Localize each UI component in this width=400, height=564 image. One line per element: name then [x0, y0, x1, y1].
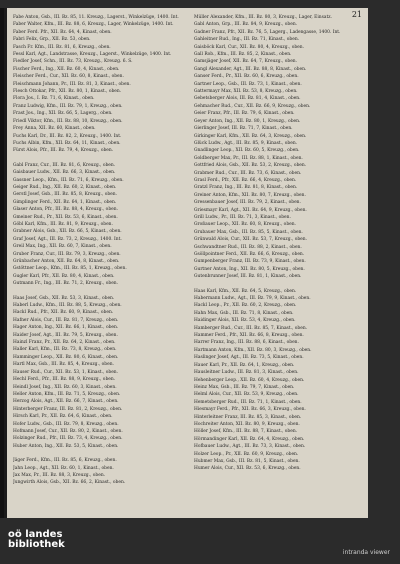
directory-entry: Gugler Karl, Pfr., XII. Bz. 80, 4, Kinast., oben. [13, 273, 115, 279]
page-number: 21 [351, 10, 362, 19]
entry-gap [194, 281, 366, 288]
entry-gap [13, 288, 185, 295]
scanned-page [4, 8, 368, 518]
directory-entry: Flora Jos., I. Bz. 71, 6, Kinast., oben. [13, 96, 95, 102]
directory-entry: Greiner Anton, Kfm., XII. Bz. 80, 7, Kreuzg., oben. [194, 192, 306, 198]
directory-entry: Gabl Franz, Cur., III. Bz. 81, 6, Kreuzg., oben. [13, 162, 116, 168]
directory-entry: Jahn Leop., Agt., XII. Bz. 60, 1, Kinast., oben. [13, 465, 114, 471]
directory-entry: Hafner Alois, Cur., III. Bz. 81, 7, Kreuzg., oben. [13, 317, 119, 323]
directory-entry: Herzog Alois, Agt., XII. Bz. 66, 7, Kinast., oben. [13, 399, 119, 405]
directory-entry: Müller Alexander, Kfm., III. Bz. 80, 3, Kreuzg., Lager, Einsatz. [194, 15, 332, 20]
directory-entry: Franz Ludwig, Kfm., III. Bz. 79, 1, Kreuzg., oben. [13, 103, 123, 109]
right-column [194, 14, 366, 473]
directory-entry: Geiger Rud., Ing., XII. Bz. 60, 2, Kinast., oben. [13, 184, 117, 190]
directory-entry: Grabner Alois, Gsb., XII. Bz. 66, 5, Kinast., oben. [13, 229, 122, 235]
directory-entry: Faber Ferd. Pfr., XII. Bz. 64, 4, Kinast, oben. [13, 29, 112, 35]
directory-entry: Hofer Ludw., Gsb., III. Bz. 79, 8, Kreuzg., oben. [13, 421, 119, 427]
directory-entry: Hinterberger Franz, III. Bz. 81, 2, Kreuzg., oben. [13, 406, 123, 412]
directory-entry: Girkinger Karl, Kfm., XII. Bz. 64, 3, Kreuzg., oben. [194, 133, 307, 139]
directory-entry: Goldberger Max, Pr., III. Bz. 88, 1, Kinast., oben. [194, 155, 303, 161]
directory-entry: Flesch Ottokar, Pfr., XII. Bz. 80, 1, Kinast., oben. [13, 89, 122, 95]
directory-entry: Gsöllpointner Ferd., XII. Bz. 66, 6, Kreuzg., oben. [194, 252, 305, 257]
directory-entry: Gnadlinger Leop., XII. Bz. 60, 5, Kreuzg., oben. [194, 148, 300, 154]
directory-entry: Gabl Anton, Grp., III. Bz. 84, 9, Kreuzg., oben. [194, 22, 298, 28]
directory-entry: Humer Alois, Cur., XII. Bz. 53, 6, Kreuzg., oben. [194, 466, 301, 472]
directory-entry: Ganser Ferd., Pr., XII. Bz. 60, 6, Kreuzg., oben. [194, 74, 299, 80]
directory-entry: Frey Anna, XII. Bz. 60, Kinast., oben. [13, 126, 96, 132]
directory-entry: Hechl Ferd., Pfr., III. Bz. 88, 9, Kreuzg., oben. [13, 377, 116, 383]
directory-entry: Glaser Anton, Pfr., III. Bz. 88, 4, Kreuzg., oben. [13, 207, 118, 213]
directory-entry: Gmeiner Rud., Pr., XII. Bz. 53, 6, Kinast., oben. [13, 214, 118, 220]
directory-entry: Jäger Ferd., Kfm., III. Bz. 85, 6, Kreuzg., oben. [13, 458, 117, 464]
directory-entry: Fabri Felix, Grp., XII. Bz. 53, oben. [13, 37, 91, 43]
entry-gap [13, 155, 185, 162]
directory-entry: Fabe Anton, Gsb., III. Bz. 85, 11. Kreuzg., Lagerst., Winkelzüge, 1400. Int. [13, 15, 179, 20]
directory-entry: Hirsch Karl, Pr., XII. Bz. 64, 6, Kinast., oben. [13, 414, 113, 420]
library-logo[interactable] [8, 530, 65, 550]
logo-line-2: bibliothek [8, 539, 65, 550]
directory-entry: Hainzl Franz, Pr., XII. Bz. 64, 2, Kinast., oben. [13, 340, 116, 346]
directory-entry: Holzer Leop., Pr., XII. Bz. 60, 9, Kreuzg., oben. [194, 451, 299, 457]
directory-entry: Hartmann Anton, Kfm., XII. Bz. 80, 3, Kreuzg., oben. [194, 347, 312, 353]
directory-entry: Helml Alois, Cur., XII. Bz. 53, 9, Kreuzg., oben. [194, 392, 299, 398]
directory-entry: Hackl Rud., Pfr., XII. Bz. 60, 9, Kinast., oben. [13, 310, 114, 316]
directory-entry: Fuchs Albin, Kfm., XII. Bz. 64, 11, Kinast., oben. [13, 140, 121, 146]
directory-entry: Hemetsberger Rud., III. Bz. 71, 1, Kinast., oben. [194, 399, 302, 405]
directory-entry: Grubauer Max, Gsb., III. Bz. 85, 5, Kinast., oben. [194, 229, 303, 235]
directory-entry: Geyer Anton, Ing., XII. Bz. 80, 1, Kreuzg., oben. [194, 118, 301, 124]
directory-entry: Gstöttner Leop., Kfm., III. Bz. 85, 1, Kreuzg., oben. [13, 266, 127, 272]
directory-entry: Hager Anton, Ing., XII. Bz. 66, 1, Kinast., oben. [13, 325, 119, 331]
directory-entry: Hochreiter Anton, XII. Bz. 80, 9, Kreuzg., oben. [194, 421, 300, 427]
directory-entry: Grünwald Alois, Cur., XII. Bz. 53, 7, Kreuzg., oben. [194, 237, 307, 243]
directory-entry: Hörmandinger Karl, XII. Bz. 64, 4, Kreuzg., oben. [194, 436, 305, 442]
directory-entry: Heindl Josef, Ing., XII. Bz. 60, 3, Kinast., oben. [13, 384, 117, 390]
directory-entry: Großauer Leop., XII. Bz. 60, 8, Kreuzg., oben. [194, 222, 296, 228]
directory-entry: Fürst Alois, Pfr., III. Bz. 79, 4, Kreuzg., oben. [13, 148, 114, 154]
directory-entry: Fiedler Josef, Schn., III. Bz. 73, Kreuzg., Kreuzg. 6. S. [13, 59, 133, 65]
directory-entry: Graf Josef, Agt., III. Bz. 73, 2, Kreuzg., 1400. Int. [13, 236, 122, 242]
directory-entry: Haberl Ludw., Kfm., III. Bz. 88, 5, Kreuzg., oben. [13, 303, 122, 309]
directory-entry: Friedl Viktor, Kfm., III. Bz. 88, 10, Kreuzg., oben. [13, 118, 123, 124]
directory-entry: Gebetsberger Alois, III. Bz. 81, 4, Kinast., oben. [194, 96, 301, 102]
directory-entry: Hofmann Josef, Cur., XII. Bz. 80, 2, Kinast., oben. [13, 428, 123, 434]
directory-entry: Gutmann Fr., Ing., III. Bz. 71, 2, Kreuzg., oben. [13, 281, 119, 287]
directory-entry: Hinterleitner Franz, III. Bz. 85, 3, Kinast., oben. [194, 414, 302, 420]
directory-entry: Gottfried Alois, Gsb., XII. Bz. 53, 2, Kreuzg., oben. [194, 163, 307, 169]
directory-entry: Hauser Rud., Cur., XII. Bz. 53, 1, Kinast., oben. [13, 369, 119, 375]
directory-entry: Gressenbauer Josef, III. Bz. 79, 2, Kinast., oben. [194, 200, 301, 206]
directory-entry: Gehmacher Rud., Cur., XII. Bz. 66, 9, Kreuzg., oben. [194, 103, 311, 109]
directory-entry: Grill Ludw., Pr., III. Bz. 71, 3, Kinast., oben. [194, 214, 291, 220]
directory-entry: Hausleitner Ludw., III. Bz. 81, 3, Kinast., oben. [194, 370, 299, 376]
directory-entry: Grabmer Rud., Cur., III. Bz. 73, 6, Kinast., oben. [194, 170, 302, 176]
directory-entry: Hofbauer Ludw., Agt., III. Bz. 73, 3, Kinast., oben. [194, 444, 306, 450]
directory-entry: Gruber Franz, Cur., III. Bz. 79, 3, Kreuzg., oben. [13, 251, 121, 257]
directory-entry: Holzinger Rud., Pfr., III. Bz. 73, 4, Kreuzg., oben. [13, 436, 123, 442]
directory-entry: Heinz Max, Gsb., III. Bz. 79, 7, Kinast., oben. [194, 384, 295, 390]
directory-entry: Höller Josef, Kfm., III. Bz. 88, 7, Kinast., oben. [194, 429, 298, 435]
directory-entry: Hackl Leop., Pr., XII. Bz. 60, 2, Kreuzg., oben. [194, 303, 297, 309]
directory-entry: Gartner Leop., Gsb., III. Bz. 73, 1, Kinast., oben. [194, 81, 302, 87]
directory-entry: Gumpenberger Franz, III. Bz. 73, 9, Kinast., oben. [194, 259, 306, 265]
directory-entry: Gattermayr Max, XII. Bz. 53, 8, Kreuzg., oben. [194, 89, 298, 95]
directory-entry: Gahleitner Rud., Ing., III. Bz. 71, Kinast., oben. [194, 37, 300, 43]
directory-entry: Gangl Alexander, Agt., III. Bz. 88, 8, Kinast., oben. [194, 66, 307, 72]
directory-entry: Gerstl Josef, Gsb., III. Bz. 85, 8, Kreuzg., oben. [13, 192, 117, 198]
directory-entry: Hahn Max, Gsb., III. Bz. 71, 8, Kinast., oben. [194, 310, 294, 316]
directory-entry: Haller Karl, Kfm., III. Bz. 73, 8, Kreuzg., oben. [13, 347, 117, 353]
directory-entry: Grünbacher Anton, XII. Bz. 64, 8, Kinast., oben. [13, 259, 120, 264]
directory-entry: Fischer Ferd., Ing., XII. Bz. 60, 4, Kinast., oben. [13, 66, 120, 72]
directory-entry: Faber Walter, Kfm., III. Bz. 88, 6, Kreuzg., Lager, Winkelzüge, 1400. Int. [13, 22, 174, 28]
left-column [13, 14, 185, 487]
directory-entry: Hiesmayr Ferd., Pfr., XII. Bz. 66, 3, Kreuzg., oben. [194, 407, 306, 413]
directory-entry: Haidinger Alois, XII. Bz. 53, 4, Kreuzg., oben. [194, 318, 296, 324]
directory-entry: Gassner Leop., Kfm., III. Bz. 71, 6, Kreuzg., oben. [13, 177, 124, 183]
directory-entry: Fuchs Karl, Dr., III. Bz. 82, 2, Kreuzg., 1400. Int. [13, 133, 122, 139]
directory-entry: Gschwandtner Rud., III. Bz. 88, 2, Kinast., oben. [194, 244, 302, 250]
directory-entry: Gamsjäger Josef, XII. Bz. 64, 7, Kreuzg., oben. [194, 59, 298, 65]
directory-entry: Hehenberger Leop., XII. Bz. 60, 4, Kreuzg., oben. [194, 377, 305, 383]
viewer-label: intranda viewer [342, 549, 390, 556]
directory-entry: Haslinger Josef, Agt., III. Bz. 73, 5, Kinast., oben. [194, 355, 304, 361]
directory-entry: Gimplinger Ferd., XII. Bz. 64, 1, Kinast., oben. [13, 199, 117, 205]
directory-entry: Hamberger Rud., Cur., III. Bz. 85, 7, Kinast., oben. [194, 325, 308, 331]
directory-entry: Gadner Franz, Pfr., XII. Bz. 76, 5, Lagerg., Ladengasse, 1400. Int. [194, 29, 341, 35]
directory-entry: Fessl Karl, Agt., Landstrasse, Kreuzg., Lagerst., Winkelzüge, 1400. Int. [13, 52, 172, 58]
directory-entry: Harrer Franz, Ing., III. Bz. 88, 6, Kinast., oben. [194, 340, 299, 346]
directory-entry: Fleischer Ferd., Cur., XII. Bz. 60, 8, Kinast., oben. [13, 74, 124, 80]
directory-entry: Greil Max, Ing., XII. Bz. 60, 7, Kinast., oben. [13, 244, 112, 250]
directory-entry: Grasl Ferd., Pfr., XII. Bz. 66, 4, Kreuzg., oben. [194, 177, 297, 183]
directory-entry: Hammer Ferd., Pfr., XII. Bz. 66, 8, Kreuzg., oben. [194, 333, 304, 339]
directory-entry: Hubmer Max, Gsb., III. Bz. 81, 5, Kinast., oben. [194, 458, 300, 464]
directory-entry: Gierlinger Josef, III. Bz. 71, 7, Kinast., oben. [194, 126, 293, 132]
directory-entry: Hamminger Leop., XII. Bz. 80, 6, Kinast., oben. [13, 354, 119, 360]
directory-entry: Geier Franz, Pfr., III. Bz. 79, 6, Kinast., oben. [194, 111, 295, 117]
directory-entry: Frast Jos., Ing., XII. Bz. 66, 5, Lagerg., oben. [13, 111, 113, 117]
directory-entry: Haas Karl, Kfm., XII. Bz. 64, 5, Kreuzg., oben. [194, 288, 297, 294]
directory-entry: Gurtner Anton, Ing., XII. Bz. 80, 5, Kreuzg., oben. [194, 266, 305, 272]
directory-entry: Jungwirth Alois, Gsb., XII. Bz. 66, 2, Kinast., oben. [13, 480, 126, 486]
directory-entry: Gall Rob., Kfm., III. Bz. 85, 2, Kinast., oben. [194, 52, 292, 58]
directory-entry: Gutenbrunner Josef, III. Bz. 81, 1, Kinast., oben. [194, 274, 302, 280]
logo-line-1: oö landes [8, 529, 63, 540]
directory-entry: Habermann Ludw., Agt., III. Bz. 79, 9, Kinast., oben. [194, 296, 311, 302]
directory-entry: Griesmayr Karl, Agt., XII. Bz. 64, 9, Kreuzg., oben. [194, 207, 307, 213]
directory-entry: Heller Anton, Kfm., III. Bz. 71, 5, Kreuzg., oben. [13, 391, 121, 397]
directory-entry: Fasch Fr. Kfm., III. Bz. 81, 6, Kreuzg., oben. [13, 44, 111, 50]
directory-entry: Göbl Karl, Kfm., III. Bz. 81, 9, Kreuzg., oben. [13, 221, 113, 227]
directory-entry: Huber Anton, Ing., XII. Bz. 53, 5, Kinast., oben. [13, 443, 119, 449]
entry-gap [13, 450, 185, 457]
directory-entry: Haider Josef, Agt., III. Bz. 79, 5, Kreuzg., oben. [13, 332, 118, 338]
directory-entry: Gaisbauer Ludw., XII. Bz. 66, 3, Kinast., oben. [13, 170, 116, 176]
directory-entry: Hauer Karl, Pr., XII. Bz. 64, 1, Kreuzg., oben. [194, 362, 295, 368]
directory-entry: Gaisböck Karl, Cur., XII. Bz. 80, 4, Kreuzg., oben. [194, 44, 305, 50]
directory-entry: Glück Ludw., Agt., III. Bz. 85, 9, Kinast., oben. [194, 140, 298, 146]
directory-entry: Hartl Max, Gsb., III. Bz. 85, 4, Kreuzg., oben. [13, 362, 114, 368]
directory-entry: Jax Max, Pr., III. Bz. 88, 3, Kreuzg., oben. [13, 472, 106, 478]
directory-entry: Fleischmann Johann, Pr., III. Bz. 81, 3, Kinast., oben. [13, 81, 131, 87]
directory-entry: Haas Josef, Gsb., XII. Bz. 53, 3, Kinast., oben. [13, 295, 115, 301]
directory-entry: Gratzl Franz, Ing., III. Bz. 81, 8, Kinast., oben. [194, 185, 298, 191]
